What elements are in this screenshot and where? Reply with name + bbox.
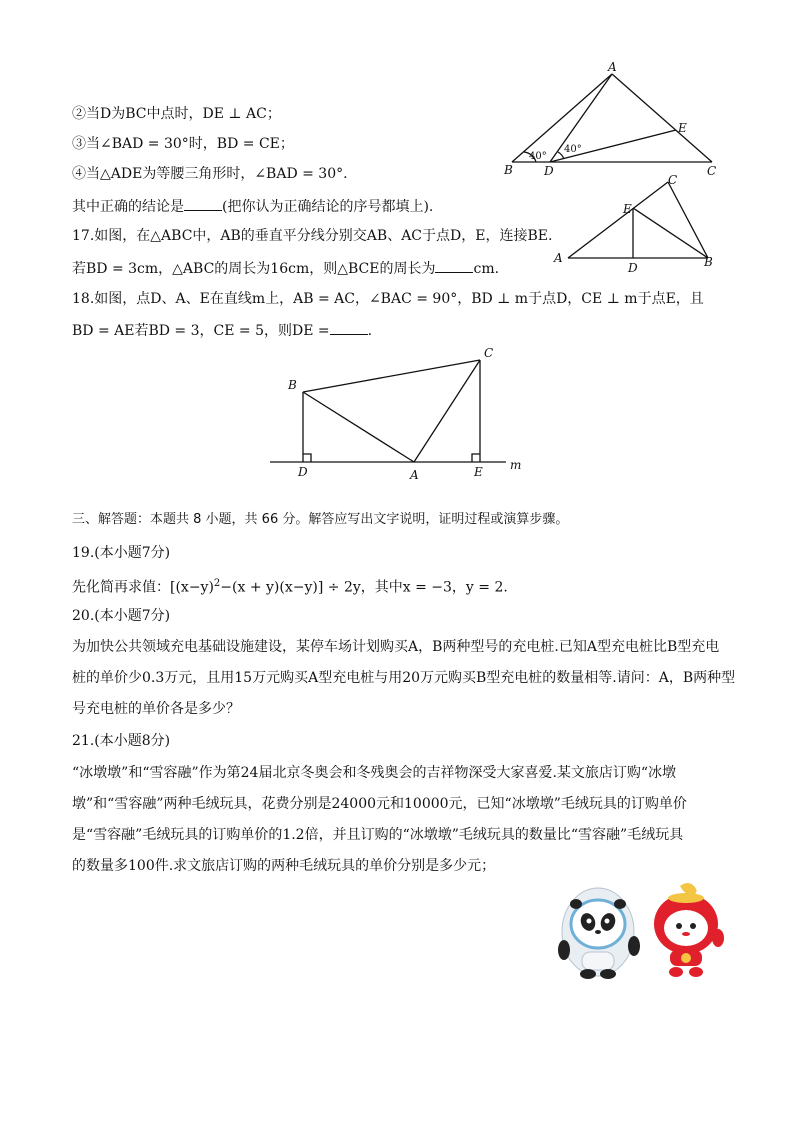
q18-segment-bc bbox=[303, 360, 480, 392]
q18-label-d: D bbox=[298, 465, 308, 479]
q18-label-m: m bbox=[510, 458, 522, 472]
q17-label-d: D bbox=[628, 261, 638, 275]
q16-side-ac bbox=[612, 74, 712, 162]
bing-dwen-dwen-image bbox=[558, 888, 640, 979]
q21-heading: 21.(本小题8分) bbox=[72, 733, 171, 749]
q17-line2-tail: cm. bbox=[473, 261, 500, 277]
q16-label-d: D bbox=[544, 164, 554, 178]
q19-body bbox=[72, 574, 508, 598]
q16-figure bbox=[500, 60, 730, 184]
q21-line4: 的数量多100件.求文旅店订购的两种毛绒玩具的单价分别是多少元； bbox=[72, 858, 496, 874]
q16-angle-label-1: 40° bbox=[529, 151, 547, 162]
q17-line2 bbox=[72, 258, 499, 279]
q18-line2-tail: . bbox=[367, 323, 373, 339]
q16-label-b: B bbox=[504, 163, 513, 177]
q19-body-end: −(x + y)(x−y)] ÷ 2y，其中x = −3，y = 2. bbox=[220, 579, 508, 596]
q19-heading: 19.(本小题7分) bbox=[72, 545, 171, 561]
mascots-image bbox=[552, 880, 732, 980]
q17-label-e: E bbox=[623, 202, 632, 216]
q18-segment-ca bbox=[414, 360, 480, 462]
q17-side-ac bbox=[568, 182, 668, 258]
q18-label-a: A bbox=[410, 468, 419, 482]
q20-line3: 号充电桩的单价各是多少？ bbox=[72, 701, 240, 717]
q16-label-a: A bbox=[608, 60, 617, 74]
q16-conclusion bbox=[72, 196, 433, 217]
q17-label-b: B bbox=[704, 255, 713, 269]
section-3-heading: 三、解答题：本题共 8 小题，共 66 分。解答应写出文字说明，证明过程或演算步骤。 bbox=[72, 512, 569, 527]
q21-line2: 墩”和“雪容融”两种毛绒玩具，花费分别是24000元和10000元，已知“冰墩墩”毛绒玩具的订购单价 bbox=[72, 796, 687, 812]
q16-conclusion-text: 其中正确的结论是 bbox=[72, 199, 184, 215]
q20-line1: 为加快公共领域充电基础设施建设，某停车场计划购买A，B两种型号的充电桩.已知A型充电桩比B型充电 bbox=[72, 639, 720, 655]
q17-line1: 17.如图，在△ABC中，AB的垂直平分线分别交AB、AC于点D，E，连接BE. bbox=[72, 228, 553, 244]
q18-label-e: E bbox=[474, 465, 483, 479]
answer-blank bbox=[435, 258, 473, 273]
q16-item4: ④当△ADE为等腰三角形时，∠BAD = 30°. bbox=[72, 166, 348, 182]
q19-exponent: 2 bbox=[213, 578, 221, 589]
q18-right-angle-d bbox=[303, 454, 311, 462]
answer-blank bbox=[184, 196, 222, 211]
q18-right-angle-e bbox=[472, 454, 480, 462]
q17-line2-text: 若BD = 3cm，△ABC的周长为16cm，则△BCE的周长为 bbox=[72, 261, 436, 277]
q17-side-bc bbox=[668, 182, 708, 258]
q16-label-e: E bbox=[678, 121, 687, 135]
q17-figure bbox=[548, 170, 728, 275]
q18-label-b: B bbox=[288, 378, 297, 392]
q18-segment-ba bbox=[303, 392, 414, 462]
q20-line2: 桩的单价少0.3万元，且用15万元购买A型充电桩与用20万元购买B型充电桩的数量相等.请问：A，B两种型 bbox=[72, 670, 736, 686]
q19-body-start: 先化简再求值：[(x−y) bbox=[72, 579, 214, 596]
q18-line1: 18.如图，点D、A、E在直线m上，AB = AC，∠BAC = 90°，BD ⊥ m于点D，CE ⊥ m于点E，且 bbox=[72, 291, 704, 307]
q21-line3: 是“雪容融”毛绒玩具的订购单价的1.2倍，并且订购的“冰墩墩”毛绒玩具的数量比“雪容融”毛绒玩具 bbox=[72, 827, 684, 843]
q20-heading: 20.(本小题7分) bbox=[72, 608, 171, 624]
q16-item2: ②当D为BC中点时，DE ⊥ AC； bbox=[72, 106, 281, 122]
shuey-rhon-rhon-image bbox=[654, 883, 724, 977]
q16-conclusion-tail: (把你认为正确结论的序号都填上). bbox=[222, 199, 434, 215]
q21-line1: “冰墩墩”和“雪容融”作为第24届北京冬奥会和冬残奥会的吉祥物深受大家喜爱.某文旅店订购“冰墩 bbox=[72, 765, 677, 781]
q16-label-c: C bbox=[707, 164, 717, 178]
q18-line2 bbox=[72, 320, 372, 341]
q16-side-ab bbox=[512, 74, 612, 162]
q16-angle-label-2: 40° bbox=[564, 144, 582, 155]
answer-blank bbox=[330, 320, 368, 335]
q17-label-c: C bbox=[668, 173, 678, 187]
q18-line2-text: BD = AE若BD = 3，CE = 5，则DE = bbox=[72, 323, 330, 339]
q17-segment-be bbox=[633, 208, 708, 258]
q18-figure bbox=[266, 344, 536, 480]
q18-label-c: C bbox=[484, 346, 494, 360]
q17-label-a: A bbox=[554, 251, 563, 265]
q16-item3: ③当∠BAD = 30°时，BD = CE； bbox=[72, 136, 294, 152]
